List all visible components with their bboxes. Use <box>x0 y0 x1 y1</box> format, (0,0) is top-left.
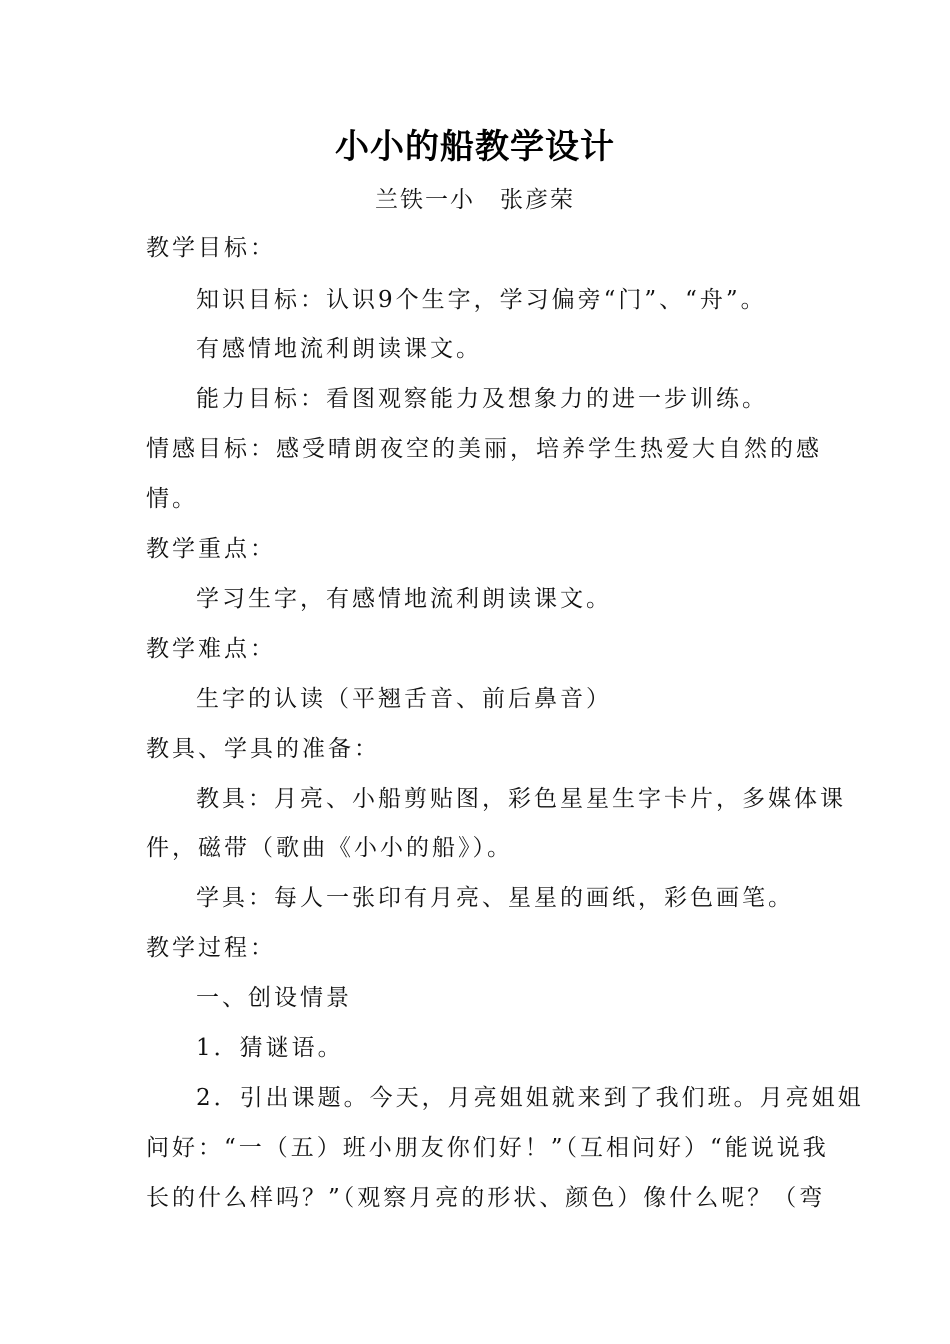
step-introduce-topic-cont-1: 问好：“一（五）班小朋友你们好！”（互相问好）“能说说我 <box>146 1135 829 1161</box>
document-title: 小小的船教学设计 <box>335 127 615 167</box>
paragraph-reading-objective: 有感情地流利朗读课文。 <box>196 336 482 362</box>
paragraph-teacher-materials-cont: 件，磁带（歌曲《小小的船》）。 <box>146 835 513 861</box>
paragraph-emotion-objective: 情感目标：感受晴朗夜空的美丽，培养学生热爱大自然的感 <box>146 436 822 462</box>
paragraph-teacher-materials: 教具：月亮、小船剪贴图，彩色星星生字卡片，多媒体课 <box>196 786 846 812</box>
section-heading-process: 教学过程： <box>146 935 276 961</box>
step-riddle: 1．猜谜语。 <box>196 1035 344 1061</box>
step-introduce-topic: 2．引出课题。今天，月亮姐姐就来到了我们班。月亮姐姐 <box>196 1085 864 1111</box>
paragraph-emotion-objective-cont: 情。 <box>146 486 198 512</box>
paragraph-ability-objective: 能力目标：看图观察能力及想象力的进一步训练。 <box>196 386 768 412</box>
subheading-create-scene: 一、创设情景 <box>196 985 352 1011</box>
section-heading-materials: 教具、学具的准备： <box>146 736 380 762</box>
paragraph-key-points: 学习生字，有感情地流利朗读课文。 <box>196 586 612 612</box>
paragraph-knowledge-objective: 知识目标：认识9个生字，学习偏旁“门”、“舟”。 <box>196 287 767 313</box>
section-heading-objectives: 教学目标： <box>146 235 276 261</box>
step-introduce-topic-cont-2: 长的什么样吗？”（观察月亮的形状、颜色）像什么呢？（弯 <box>146 1185 826 1211</box>
paragraph-student-materials: 学具：每人一张印有月亮、星星的画纸，彩色画笔。 <box>196 885 794 911</box>
section-heading-difficulties: 教学难点： <box>146 636 276 662</box>
paragraph-difficulties: 生字的认读（平翘舌音、前后鼻音） <box>196 686 612 712</box>
section-heading-key-points: 教学重点： <box>146 536 276 562</box>
document-author: 兰铁一小 张彦荣 <box>375 187 575 213</box>
